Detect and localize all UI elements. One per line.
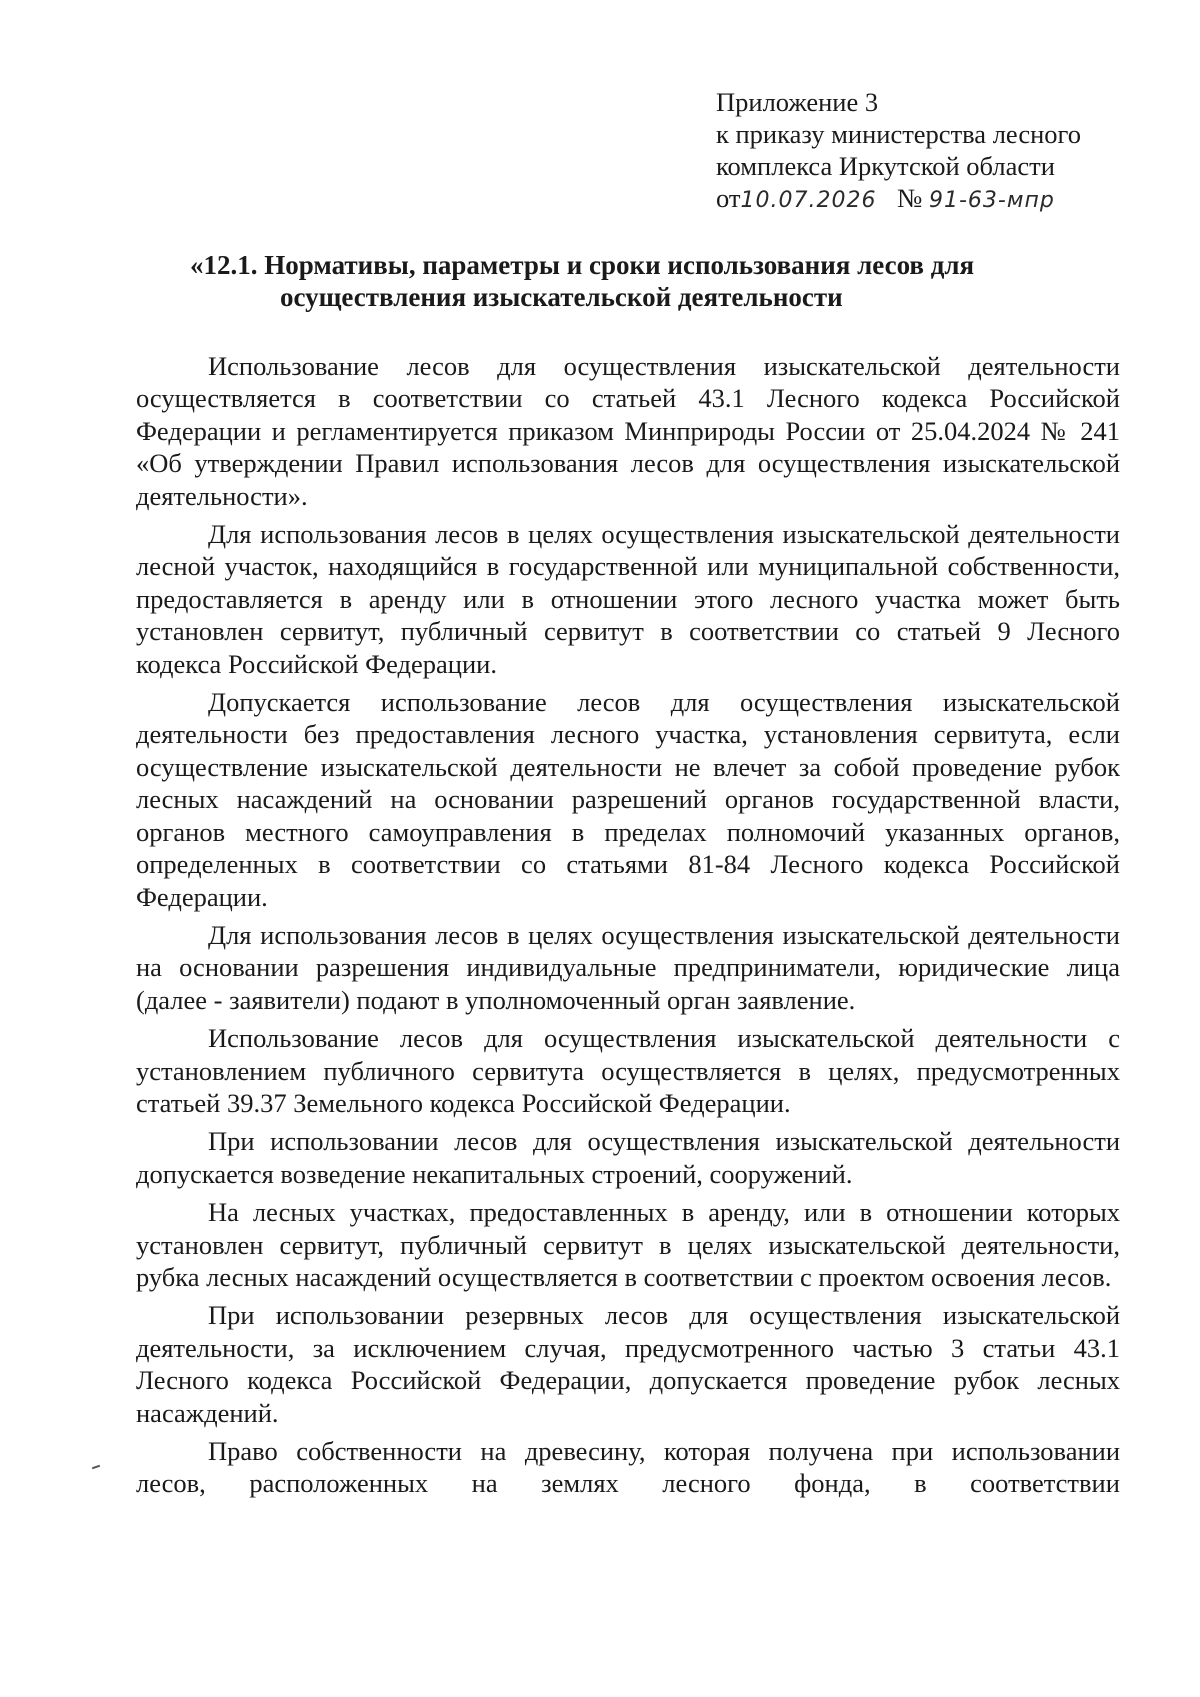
paragraph-3: Допускается использование лесов для осуществления изыскательской деятельности без предоставления лесного участка, установления сервитута, если осуществление изыскательской деятельности не влечет за собой проведение рубок лесных насаждений на основании разрешений органов государственной власти, органов местного самоуправления в пределах полномочий указанных органов, определенных в соответствии со статьями 81-84 Лесного кодекса Российской Федерации. xyxy=(136,687,1120,912)
heading-line-2: осуществления изыскательской деятельности xyxy=(280,282,843,312)
paragraph-1: Использование лесов для осуществления изыскательской деятельности осуществляется в соответствии со статьей 43.1 Лесного кодекса Российской Федерации и регламентируется приказом Минприроды России от 25.04.2024 № 241 «Об утверждении Правил использования лесов для осуществления изыскательской деятельности». xyxy=(136,351,1120,511)
paragraph-7: На лесных участках, предоставленных в аренду, или в отношении которых установлен сервитут, публичный сервитут в целях изыскательской деятельности, рубка лесных насаждений осуществляется в соответствии с проектом освоения лесов. xyxy=(136,1197,1120,1292)
paragraph-9-continuation xyxy=(136,1467,1120,1499)
paragraph-8: При использовании резервных лесов для осуществления изыскательской деятельности, за исключением случая, предусмотренного частью 3 статьи 43.1 Лесного кодекса Российской Федерации, допускается проведение рубок лесных насаждений. xyxy=(136,1300,1120,1428)
word: соответствии xyxy=(970,1468,1120,1499)
paragraph-4: Для использования лесов в целях осуществления изыскательской деятельности на основании разрешения индивидуальные предприниматели, юридические лица (далее - заявители) подают в уполномоченный орган заявление. xyxy=(136,919,1120,1015)
paragraph-6: При использовании лесов для осуществления изыскательской деятельности допускается возведение некапитальных строений, сооружений. xyxy=(136,1126,1120,1189)
appendix-region-line: комплекса Иркутской области xyxy=(716,151,1055,181)
word: на xyxy=(471,1468,498,1499)
paragraph-5: Использование лесов для осуществления изыскательской деятельности с установлением публичного сервитута осуществляется в целях, предусмотренных статьей 39.37 Земельного кодекса Российской Федерации. xyxy=(136,1023,1120,1118)
number-prefix: № xyxy=(897,183,923,213)
section-heading xyxy=(190,249,1090,313)
word: землях xyxy=(541,1468,619,1499)
scan-speck xyxy=(92,1465,100,1470)
word: расположенных xyxy=(249,1468,429,1499)
appendix-block xyxy=(716,86,1156,217)
word: лесов, xyxy=(136,1468,206,1499)
handwritten-date: 10.07.2026 xyxy=(740,188,877,213)
heading-line-1: «12.1. Нормативы, параметры и сроки использования лесов для xyxy=(190,250,975,280)
document-body xyxy=(136,350,1120,1500)
paragraph-2: Для использования лесов в целях осуществления изыскательской деятельности лесной участок, находящийся в государственной или муниципальной собственности, предоставляется в аренду или в отношении этого лесного участка может быть установлен сервитут, публичный сервитут в соответствии со статьей 9 Лесного кодекса Российской Федерации. xyxy=(136,519,1120,679)
word: в xyxy=(914,1468,927,1499)
word: лесного xyxy=(662,1468,751,1499)
appendix-date-line xyxy=(716,182,1156,217)
appendix-order-line: к приказу министерства лесного xyxy=(716,119,1081,149)
paragraph-9: Право собственности на древесину, которая получена при использовании xyxy=(208,1436,1120,1466)
appendix-title: Приложение 3 xyxy=(716,87,879,117)
date-prefix: от xyxy=(716,183,741,213)
handwritten-number: 91-63-мпр xyxy=(929,188,1055,213)
word: фонда, xyxy=(794,1468,871,1499)
